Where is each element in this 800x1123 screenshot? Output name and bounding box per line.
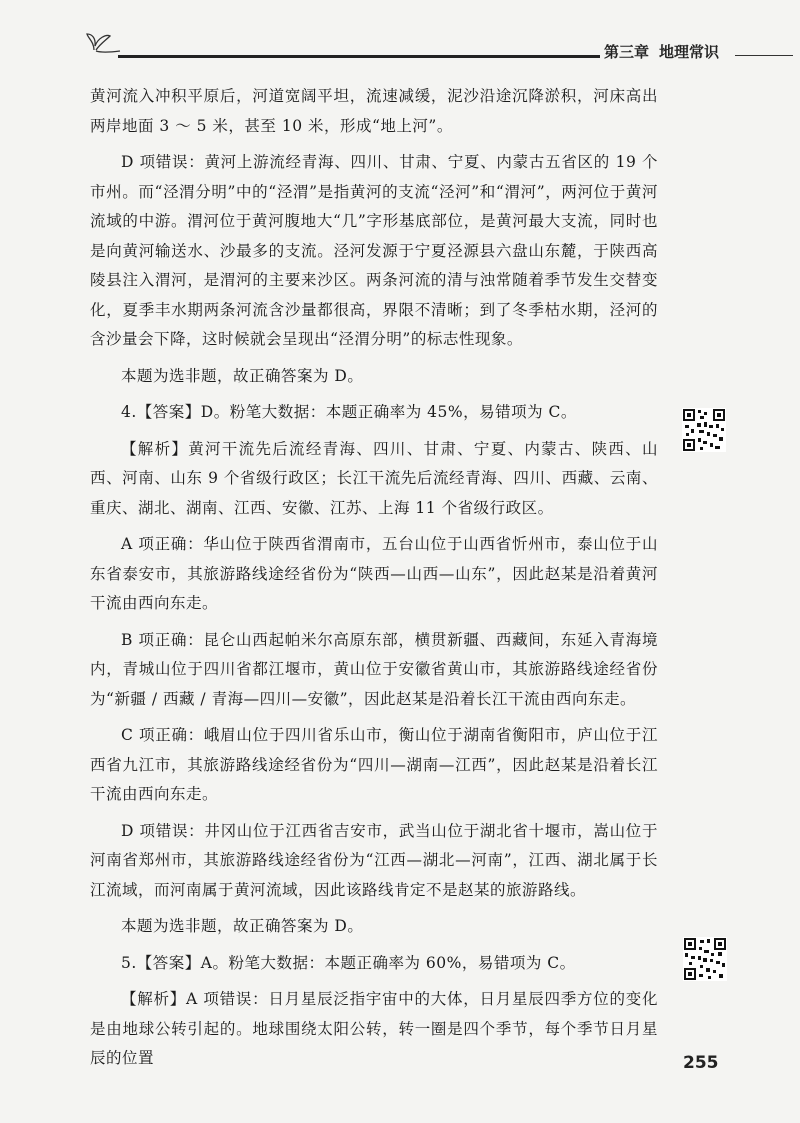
paragraph-option-d-q4: D 项错误：井冈山位于江西省吉安市，武当山位于湖北省十堰市，嵩山位于河南省郑州市，其旅游路线途经省份为“江西—湖北—河南”，江西、湖北属于长江流域，而河南属于黄河流域，因此该路线肯定不是赵某的旅游路线。 [90,821,658,899]
paragraph-continuation: 黄河流入冲积平原后，河道宽阔平坦，流速减缓，泥沙沿途沉降淤积，河床高出两岸地面 3 ～ 5 米，甚至 10 米，形成“地上河”。 [90,87,658,135]
chapter-title [604,41,732,62]
qr-code-icon[interactable] [682,408,726,452]
header-rule [118,55,600,58]
chapter-label: 第三章 [604,43,650,61]
section-label: 地理常识 [659,43,720,61]
paragraph-answer-q5: 5.【答案】A。粉笔大数据：本题正确率为 60%，易错项为 C。 [121,953,576,972]
page-body [90,82,658,1074]
paragraph-answer-q4: 4.【答案】D。粉笔大数据：本题正确率为 45%，易错项为 C。 [121,403,577,421]
header-rule-right [735,55,793,56]
page-number: 255 [683,1053,719,1073]
paragraph-option-d-q3: D 项错误：黄河上游流经青海、四川、甘肃、宁夏、内蒙古五省区的 19 个市州。而“泾渭分明”中的“泾渭”是指黄河的支流“泾河”和“渭河”，两河位于黄河流域的中游。渭河位于黄河腹地大“几”字形基底部位，是黄河最大支流，同时也是向黄河输送水、沙最多的支流。泾河发源于宁夏泾源县六盘山东麓，于陕西高陵县注入渭河，是渭河的主要来沙区。两条河流的清与浊常随着季节发生交替变化，夏季丰水期两条河流含沙量都很高，界限不清晰；到了冬季枯水期，泾河的含沙量会下降，这时候就会呈现出“泾渭分明”的标志性现象。 [90,153,658,348]
paragraph-analysis-q5: 【解析】A 项错误：日月星辰泛指宇宙中的大体，日月星辰四季方位的变化是由地球公转引起的。地球围绕太阳公转，转一圈是四个季节，每个季节日月星辰的位置 [90,990,658,1067]
paragraph-conclusion-q4: 本题为选非题，故正确答案为 D。 [121,917,364,935]
page-header [0,0,800,70]
paragraph-option-b-q4: B 项正确：昆仑山西起帕米尔高原东部，横贯新疆、西藏间，东延入青海境内，青城山位于四川省都江堰市，黄山位于安徽省黄山市，其旅游路线途经省份为“新疆 / 西藏 / 青海—四川—安徽”，因此赵某是沿着长江干流由西向东走。 [90,630,658,708]
qr-code-icon[interactable] [683,937,727,981]
paragraph-conclusion-q3: 本题为选非题，故正确答案为 D。 [121,366,364,385]
paragraph-option-a-q4: A 项正确：华山位于陕西省渭南市，五台山位于山西省忻州市，泰山位于山东省泰安市，其旅游路线途经省份为“陕西—山西—山东”，因此赵某是沿着黄河干流由西向东走。 [90,535,658,612]
sprout-logo-icon [86,30,122,54]
paragraph-option-c-q4: C 项正确：峨眉山位于四川省乐山市，衡山位于湖南省衡阳市，庐山位于江西省九江市，其旅游路线途经省份为“四川—湖南—江西”，因此赵某是沿着长江干流由西向东走。 [90,726,658,803]
paragraph-analysis-q4: 【解析】黄河干流先后流经青海、四川、甘肃、宁夏、内蒙古、陕西、山西、河南、山东 9 个省级行政区；长江干流先后流经青海、四川、西藏、云南、重庆、湖北、湖南、江西、安徽、江苏、上海 11 个省级行政区。 [90,439,658,517]
